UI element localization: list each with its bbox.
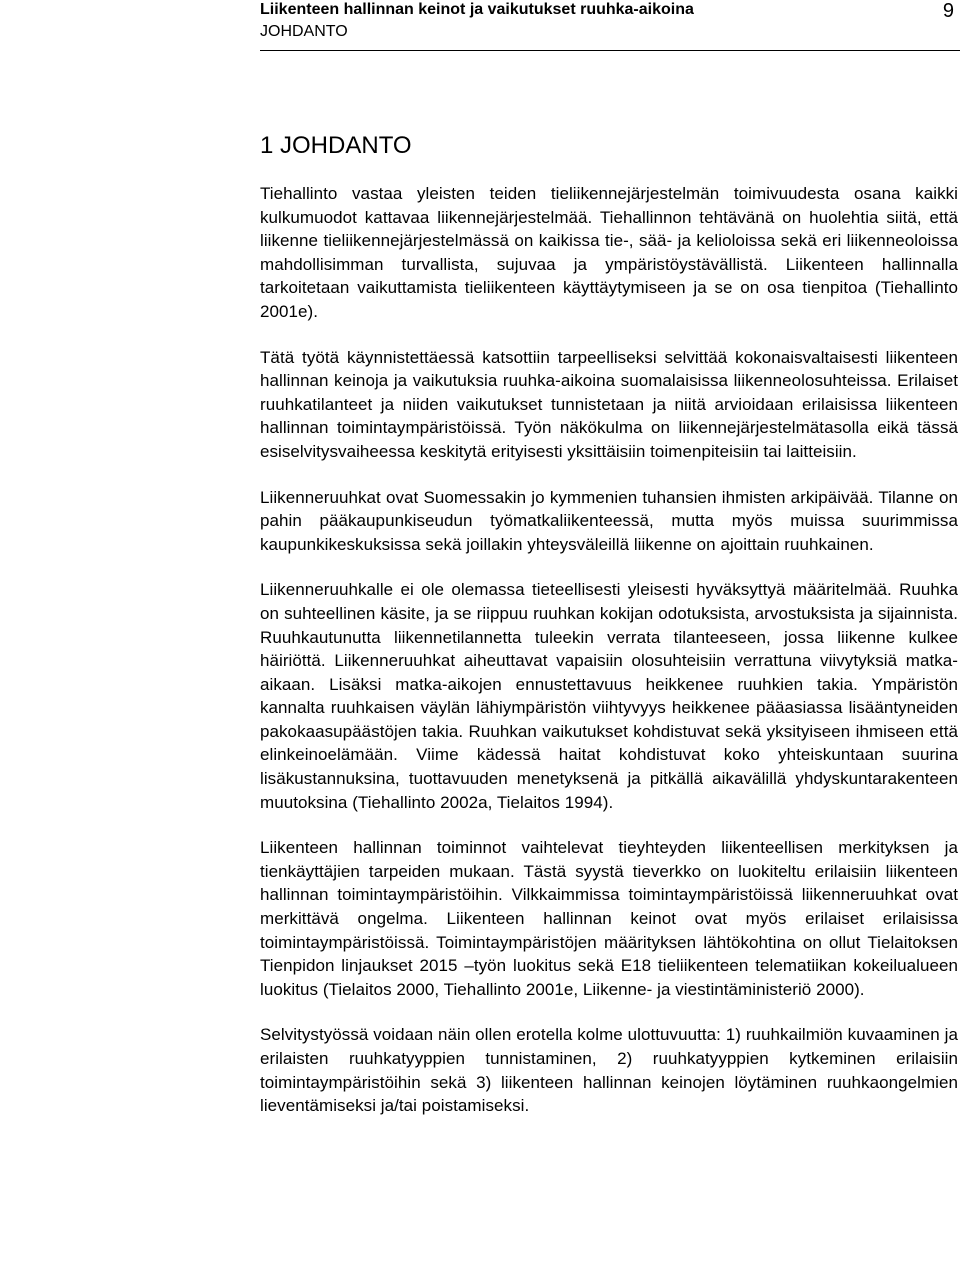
paragraph: Liikenteen hallinnan toiminnot vaihtelevat tieyhteyden liikenteellisen merkityksen ja tienkäyttäjien tarpeiden mukaan. Tästä syystä tieverkko on luokiteltu erilaisiin liikenteen hallinnan toimintaympäristöihin. Vilkkaimmissa toimintaympäristöissä liikenneruuhkat ovat merkittävä ongelma. Liikenteen hallinnan keinot ovat myös erilaiset erilaisissa toimintaympäristöissä. Toimintaympäristöjen määrityksen lähtökohtina on ollut Tielaitoksen Tienpidon linjaukset 2015 –työn luokitus sekä E18 tieliikenteen telematiikan kokeilualueen luokitus (Tielaitos 2000, Tiehallinto 2001e, Liikenne- ja viestintäministeriö 2000).: [260, 838, 958, 999]
paragraph: Liikenneruuhkat ovat Suomessakin jo kymmenien tuhansien ihmisten arkipäivää. Tilanne on pahin pääkaupunkiseudun työmatkaliikenteessä, mutta myös muissa suurimmissa kaupunkikeskuksissa sekä joillakin yhteysväleillä liikenne on ajoittain ruuhkainen.: [260, 487, 958, 554]
running-header: [260, 0, 960, 51]
body-text: [260, 182, 958, 1140]
paragraph: Liikenneruuhkalle ei ole olemassa tieteellisesti yleisesti hyväksyttyä määritelmää. Ruuhka on suhteellinen käsite, ja se riippuu ruuhkan kokijan odotuksista, arvostuksista ja sijainnista. Ruuhkautunutta liikennetilannetta tuleekin verrata tilanteeseen, jossa liikenne kulkee häiriöttä. Liikenneruuhkat aiheuttavat vapaisiin olosuhteisiin verrattuna viivytyksiä matka-aikaan. Lisäksi matka-aikojen ennustettavuus heikkenee ruuhkien takia. Ympäristön kannalta ruuhkaisen väylän lähiympäristön viihtyvyys heikkenee pääasiassa lisääntyneiden pakokaasupäästöjen takia. Ruuhkan vaikutukset kohdistuvat sekä yksityiseen ihmiseen että elinkeinoelämään. Viime kädessä haitat kohdistuvat koko yhteiskuntaan suurina lisäkustannuksina, tuottavuuden menetyksenä ja pitkällä aikavälillä yhdyskuntarakenteen muutoksina (Tiehallinto 2002a, Tielaitos 1994).: [260, 580, 958, 812]
section-label: JOHDANTO: [260, 23, 348, 40]
paragraph: Tiehallinto vastaa yleisten teiden tieliikennejärjestelmän toimivuudesta osana kaikki kulkumuodot kattavaa liikennejärjestelmää. Tiehallinnon tehtävänä on huolehtia siitä, että liikenne tieliikennejärjestelmässä on kaikissa tie-, sää- ja keliolоissa sekä eri liikenneoloissa mahdollisimman turvallista, sujuvaa ja ympäristöystävällistä. Liikenteen hallinnalla tarkoitetaan vaikuttamista tieliikenteen käyttäytymiseen ja se on osa tienpitoa (Tiehallinto 2001e).: [260, 184, 958, 321]
document-title: Liikenteen hallinnan keinot ja vaikutukset ruuhka-aikoina: [260, 1, 694, 18]
chapter-heading: 1 JOHDANTO: [260, 132, 412, 159]
paragraph: Tätä työtä käynnistettäessä katsottiin tarpeelliseksi selvittää kokonaisvaltaisesti liikenteen hallinnan keinoja ja vaikutuksia ruuhka-aikoina suomalaisissa liikenneolosuhteissa. Erilaiset ruuhkatilanteet ja niiden vaikutukset tunnistetaan ja niitä arvioidaan erilaisissa liikenteen hallinnan toimintaympäristöissä. Työn näkökulma on liikennejärjestelmätasolla eikä tässä esiselvitysvaiheessa keskitytä erityisesti yksittäisiin toimenpiteisiin tai laitteisiin.: [260, 347, 958, 461]
page-number: 9: [942, 0, 954, 22]
paragraph: Selvitystyössä voidaan näin ollen erotella kolme ulottuvuutta: 1) ruuhkailmiön kuvaaminen ja erilaisten ruuhkatyyppien tunnistaminen, 2) ruuhkatyyppien kytkeminen erilaisiin toimintaympäristöihin sekä 3) liikenteen hallinnan keinojen löytäminen ruuhkaongelmien lieventämiseksi ja/tai poistamiseksi.: [260, 1025, 958, 1116]
